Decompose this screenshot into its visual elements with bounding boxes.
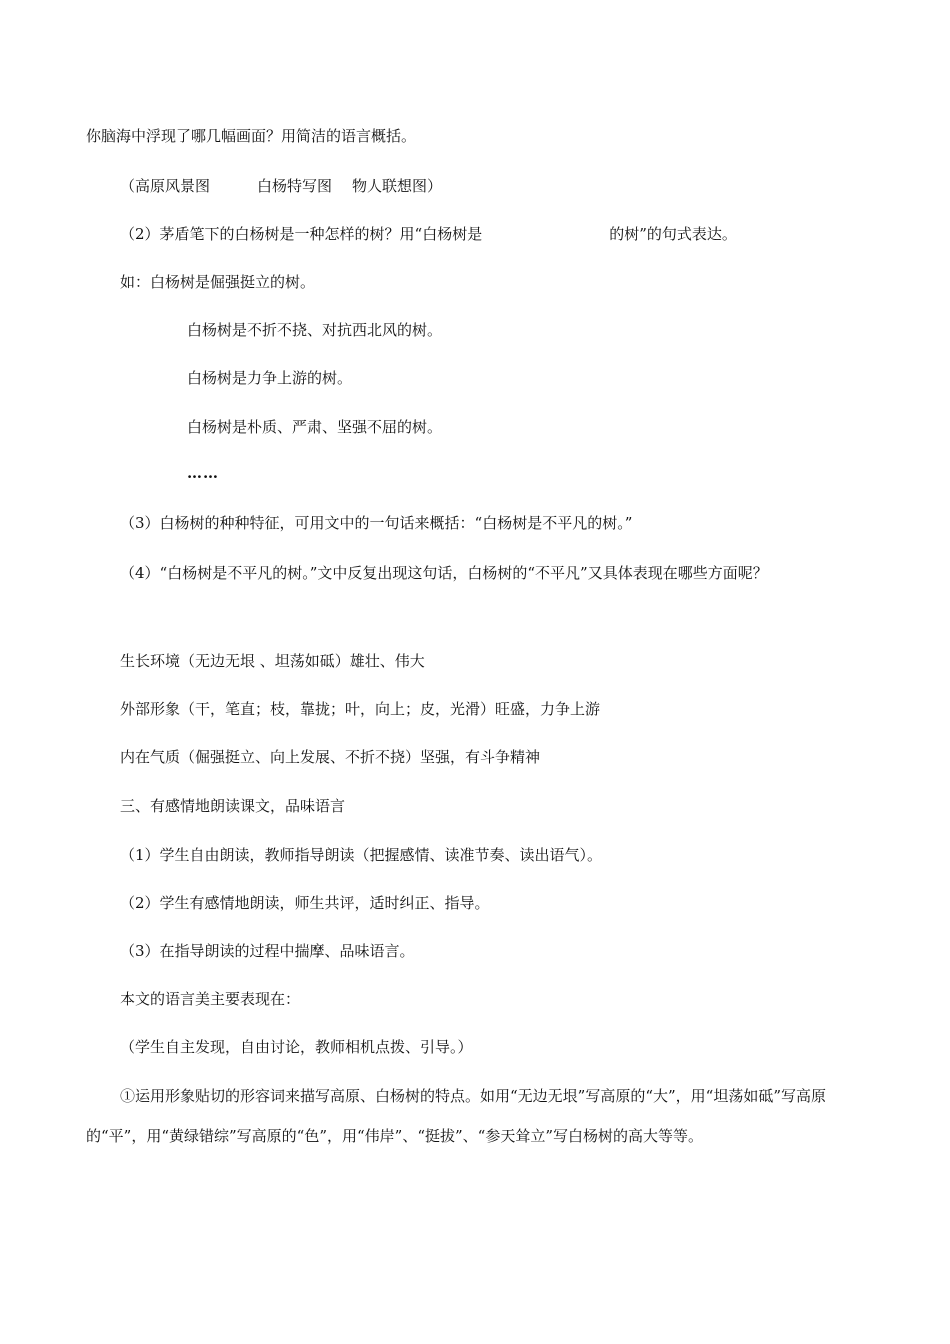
discussion-note: （学生自主发现，自由讨论，教师相机点拨、引导。）	[120, 1038, 473, 1056]
question-2-part-1: （2）茅盾笔下的白杨树是一种怎样的树？用“白杨树是	[120, 225, 483, 243]
reading-step-2: （2）学生有感情地朗读，师生共评，适时纠正、指导。	[120, 894, 490, 912]
point-1-paragraph: ①运用形象贴切的形容词来描写高原、白杨树的特点。如用“无边无垠”写高原的“大”，用“坦荡如砥”写高原的“平”，用“黄绿错综”写高原的“色”，用“伟岸”、“挺拔”、“参天耸立”写白杨树的高大等等。	[86, 1087, 827, 1145]
question-4: （4）“白杨树是不平凡的树。”文中反复出现这句话，白杨树的“不平凡”又具体表现在哪些方面呢？	[120, 564, 768, 582]
question-3: （3）白杨树的种种特征，可用文中的一句话来概括：“白杨树是不平凡的树。”	[120, 514, 633, 532]
example-line: 如：白杨树是倔强挺立的树。	[120, 273, 316, 291]
reading-step-1: （1）学生自由朗读，教师指导朗读（把握感情、读准节奏、读出语气）。	[120, 846, 603, 864]
answer-line-2: 白杨树是力争上游的树。	[187, 369, 353, 387]
picture-item-plateau: （高原风景图	[120, 177, 211, 195]
picture-item-poplar: 白杨特写图	[257, 177, 333, 195]
answer-line-1: 白杨树是不折不挠、对抗西北风的树。	[187, 321, 443, 339]
section-heading-3: 三、有感情地朗读课文，品味语言	[120, 797, 346, 815]
picture-list	[120, 175, 442, 197]
language-beauty-intro: 本文的语言美主要表现在：	[120, 990, 301, 1008]
feature-environment: 生长环境（无边无垠 、坦荡如砥）雄壮、伟大	[120, 652, 425, 670]
feature-appearance: 外部形象（干，笔直；枝，靠拢；叶，向上；皮，光滑）旺盛，力争上游	[120, 700, 601, 718]
question-2	[120, 223, 737, 245]
reading-step-3: （3）在指导朗读的过程中揣摩、品味语言。	[120, 942, 415, 960]
answer-line-3: 白杨树是朴质、严肃、坚强不屈的树。	[187, 418, 443, 436]
picture-item-association: 物人联想图）	[352, 177, 443, 195]
ellipsis: ……	[187, 464, 219, 482]
question-2-part-2: 的树”的句式表达。	[609, 225, 737, 243]
paragraph-intro: 你脑海中浮现了哪几幅画面？用简洁的语言概括。	[86, 127, 417, 145]
feature-temperament: 内在气质（倔强挺立、向上发展、不折不挠）坚强，有斗争精神	[120, 748, 541, 766]
